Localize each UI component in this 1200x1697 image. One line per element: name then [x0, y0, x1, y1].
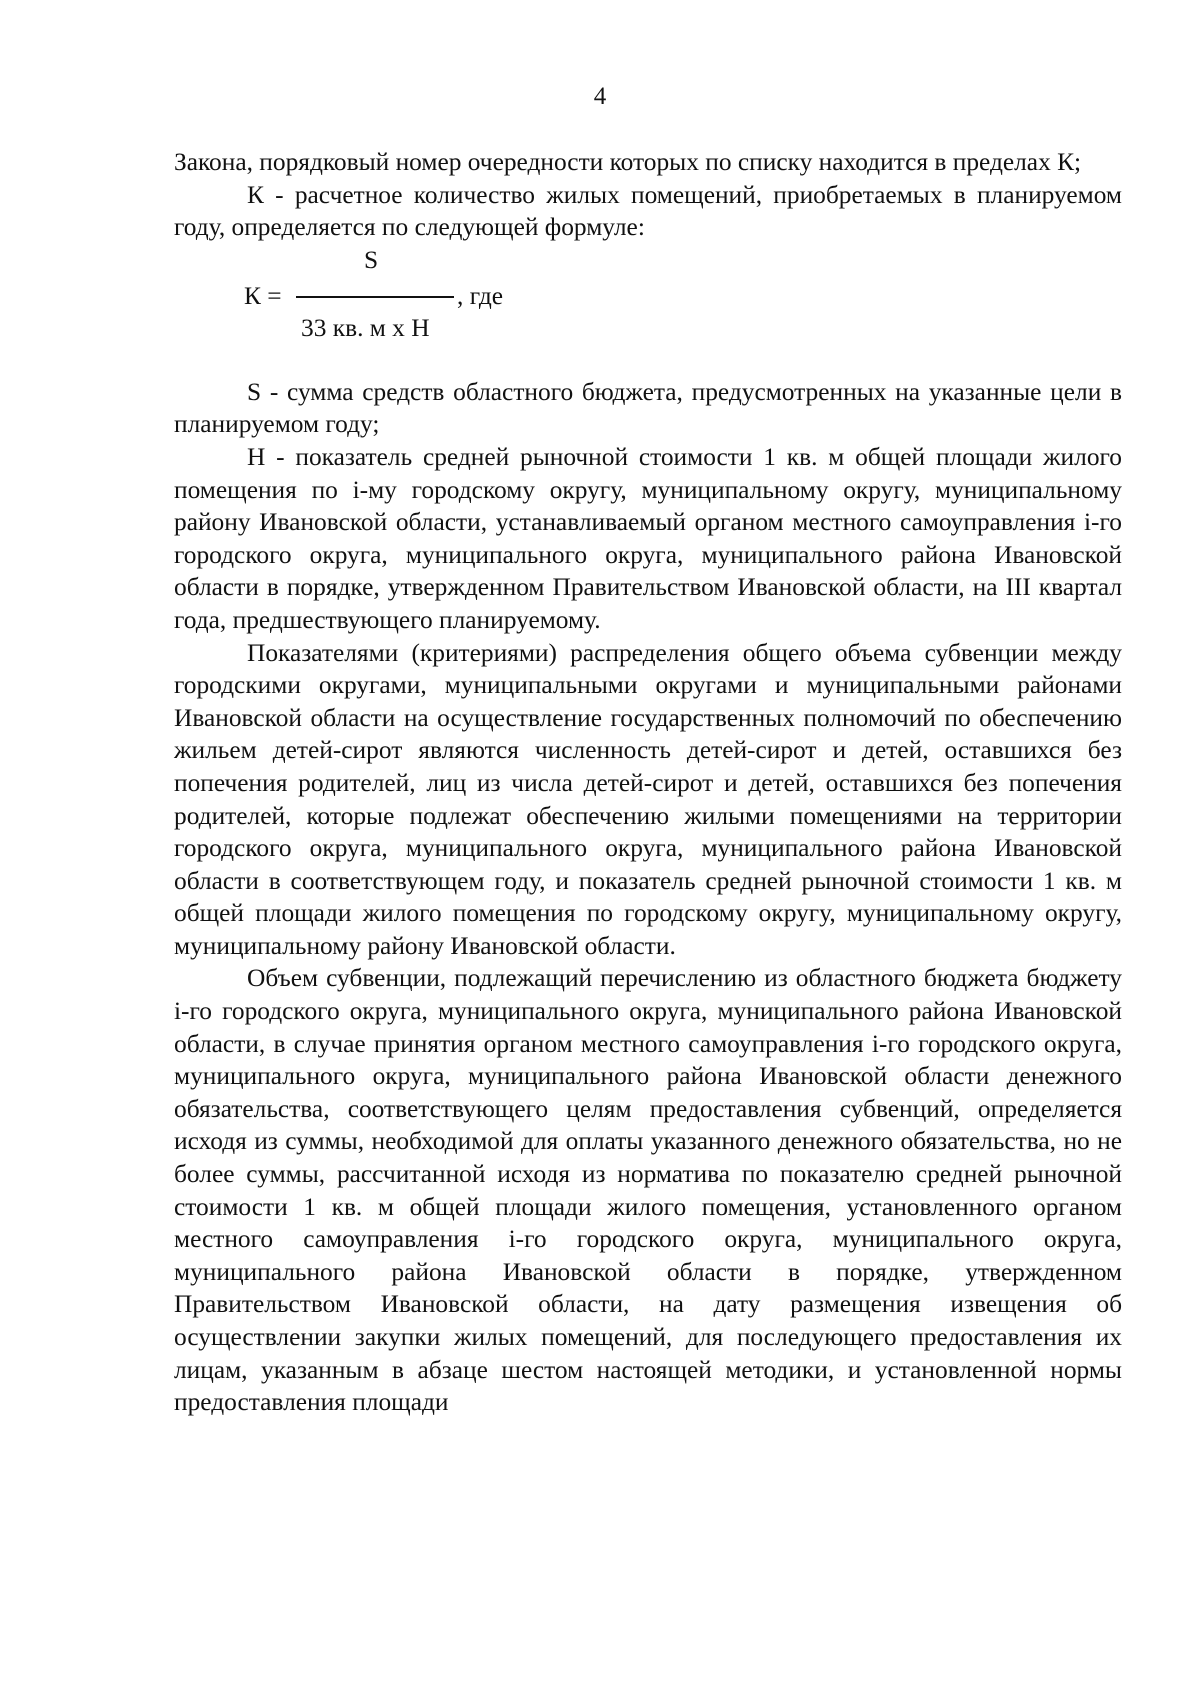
formula-k — [174, 245, 1122, 356]
document-body — [174, 146, 1122, 1419]
fraction-bar — [296, 296, 454, 298]
paragraph-k-definition: К - расчетное количество жилых помещений, приобретаемых в планируемом году, определяется по следующей формуле: — [174, 180, 1122, 242]
formula-suffix: , где — [457, 281, 504, 310]
formula-lhs: К = — [244, 281, 282, 310]
paragraph-subvention-volume: Объем субвенции, подлежащий перечислению из областного бюджета бюджету i-го городского округа, муниципального округа, муниципального района Ивановской области, в случае принятия органом местного самоуправления i-го городского округа, муниципального округа, муниципального района Ивановской области денежного обязательства, соответствующего целям предоставления субвенций, определяется исходя из суммы, необходимой для оплаты указанного денежного обязательства, но не более суммы, рассчитанной исходя из норматива по показателю средней рыночной стоимости 1 кв. м общей площади жилого помещения, установленного органом местного самоуправления i-го городского округа, муниципального округа, муниципального района Ивановской области в порядке, утвержденном Правительством Ивановской области, на дату размещения извещения об осуществлении закупки жилых помещений, для последующего предоставления их лицам, указанным в абзаце шестом настоящей методики, и установленной нормы предоставления площади — [174, 964, 1122, 1417]
paragraph-law-continuation: Закона, порядковый номер очередности которых по списку находится в пределах К; — [174, 148, 1082, 176]
formula-numerator: S — [364, 245, 379, 274]
page-number: 4 — [593, 83, 607, 110]
paragraph-h-definition: Н - показатель средней рыночной стоимости 1 кв. м общей площади жилого помещения по i-му городскому округу, муниципальному округу, муниципальному району Ивановской области, устанавливаемый органом местного самоуправления i-го городского округа, муниципального округа, муниципального района Ивановской области в порядке, утвержденном Правительством Ивановской области, на III квартал года, предшествующего планируемому. — [174, 442, 1122, 634]
formula-denominator: 33 кв. м х Н — [301, 313, 430, 342]
paragraph-distribution-criteria: Показателями (критериями) распределения общего объема субвенции между городскими округами, муниципальными округами и муниципальными районами Ивановской области на осуществление государственных полномочий по обеспечению жильем детей-сирот являются численность детей-сирот и детей, оставшихся без попечения родителей, лиц из числа детей-сирот и детей, оставшихся без попечения родителей, которые подлежат обеспечению жилыми помещениями на территории городского округа, муниципального округа, муниципального района Ивановской области в соответствующем году, и показатель средней рыночной стоимости 1 кв. м общей площади жилого помещения по городскому округу, муниципальному округу, муниципальному району Ивановской области. — [174, 638, 1122, 960]
paragraph-s-definition: S - сумма средств областного бюджета, предусмотренных на указанные цели в планируемом году; — [174, 377, 1122, 439]
